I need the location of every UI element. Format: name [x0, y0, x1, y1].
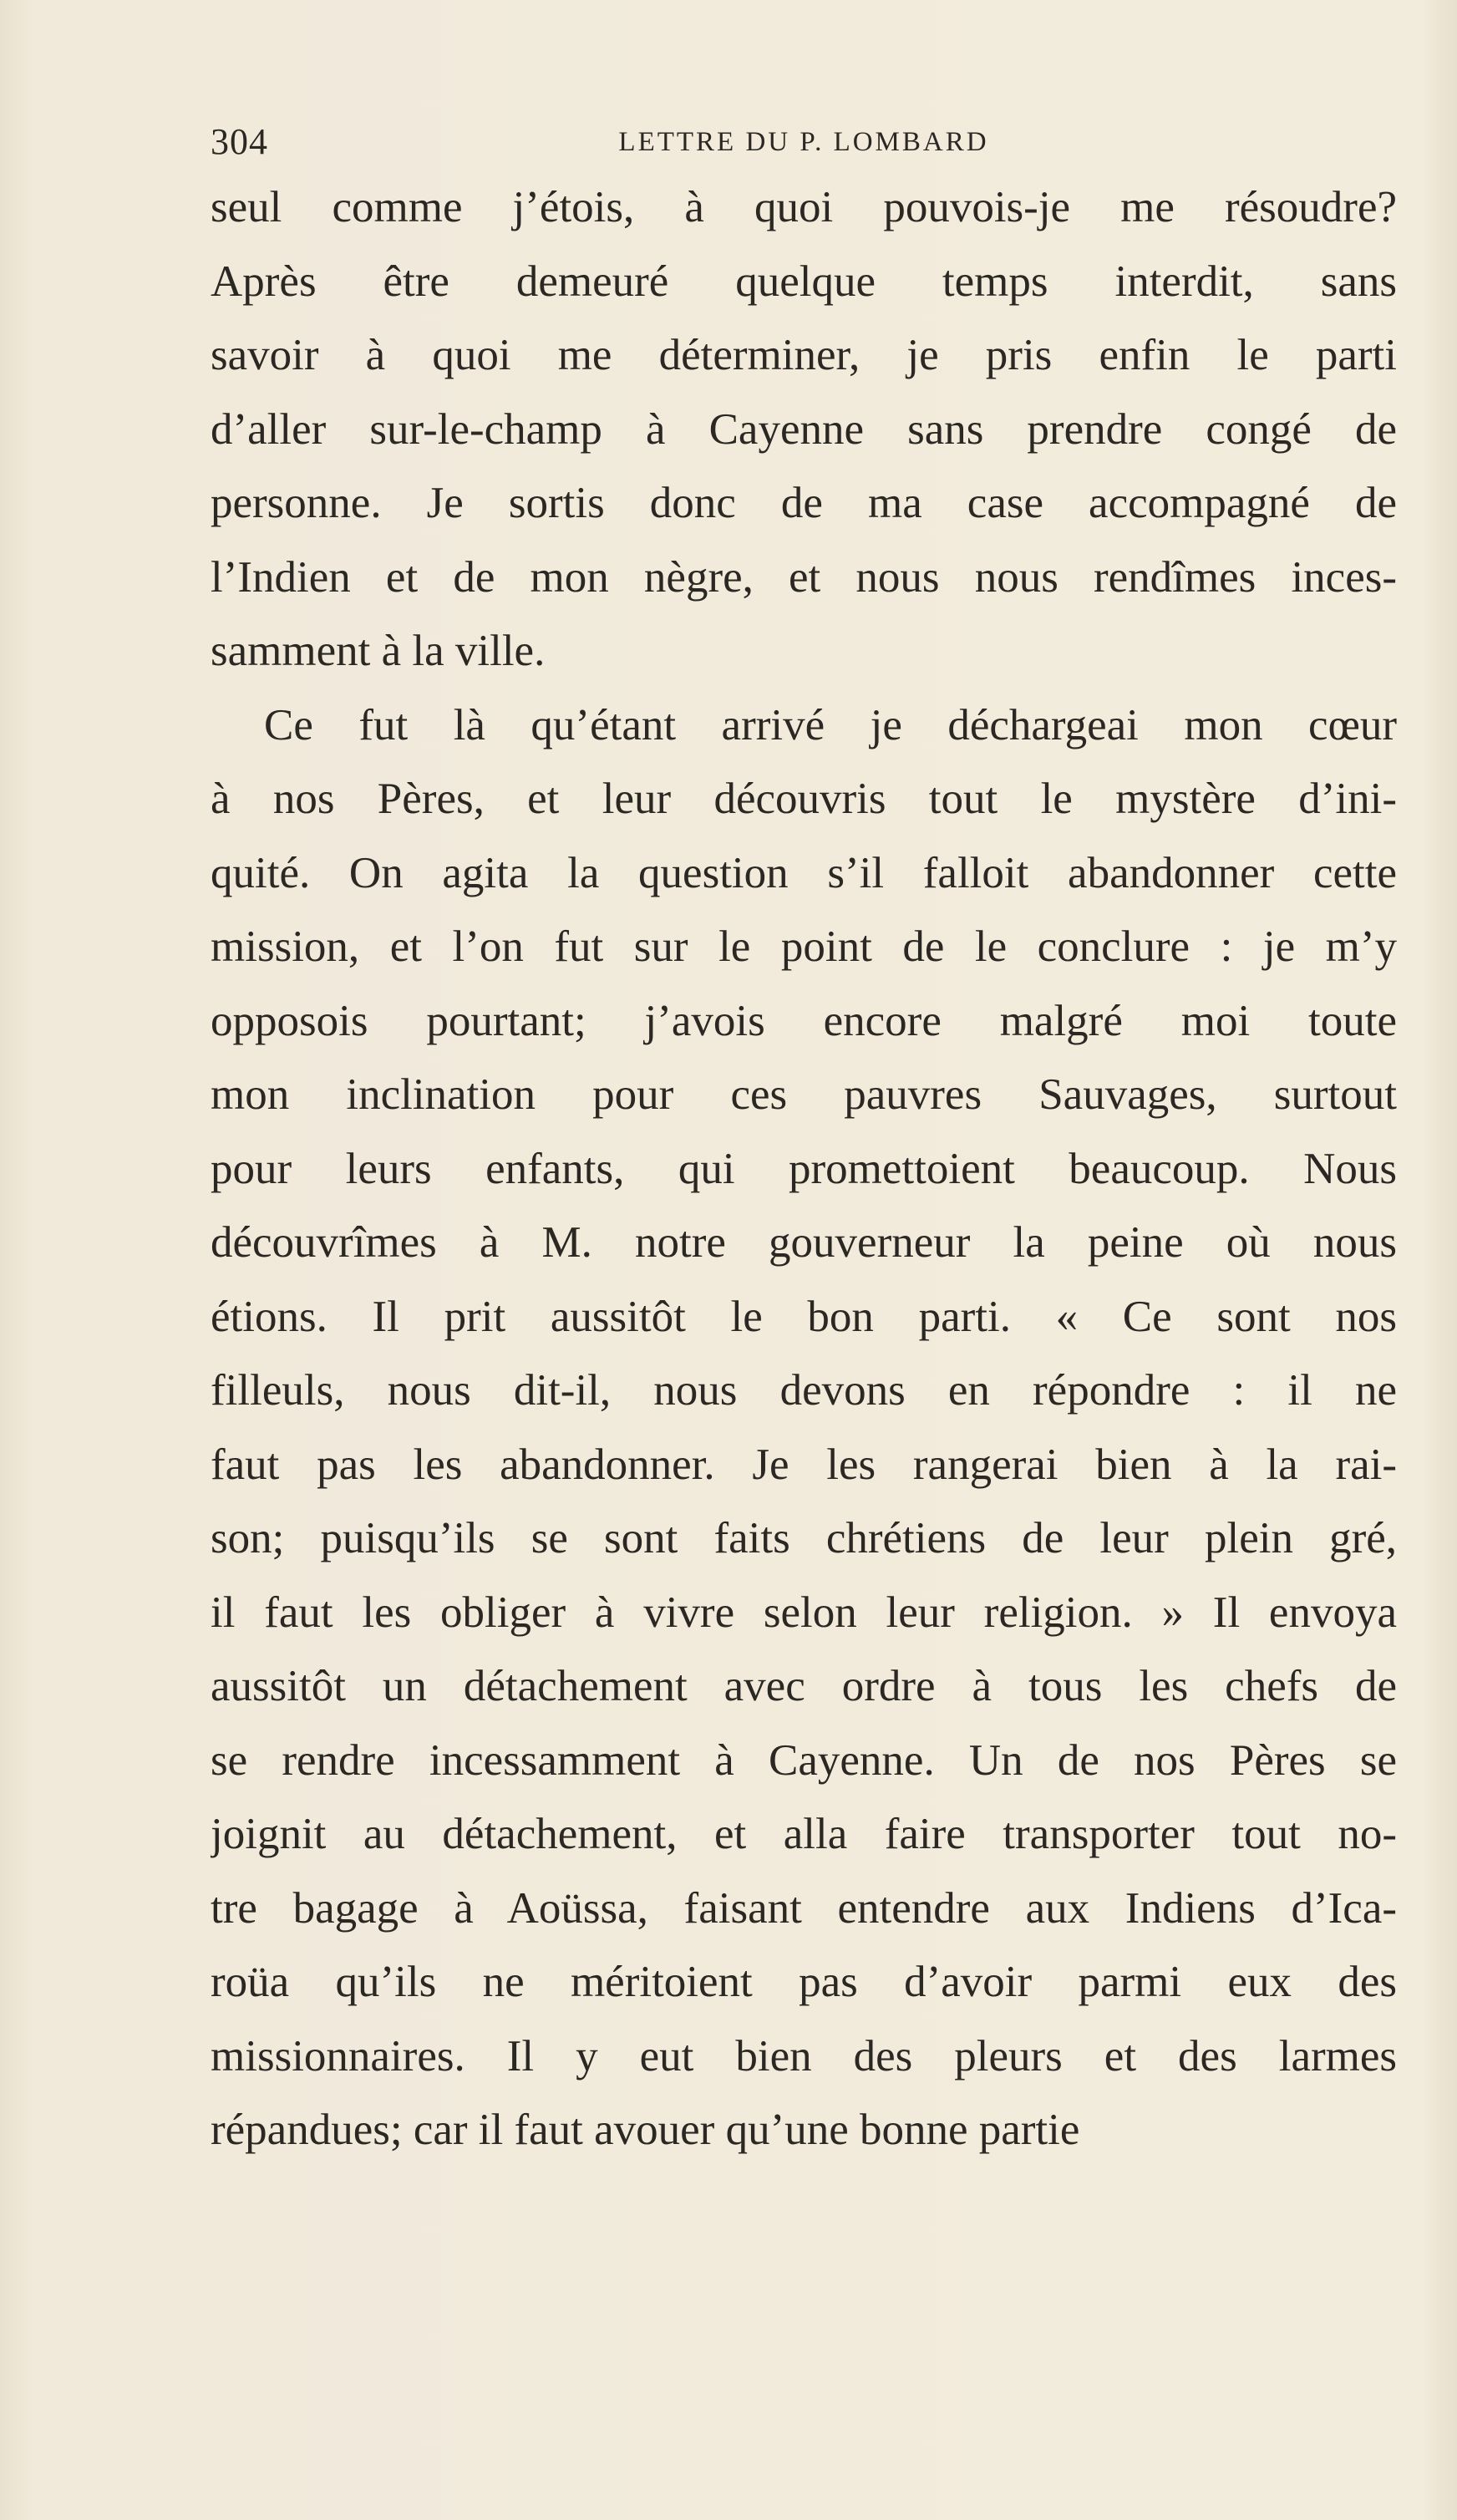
page-number: 304 — [211, 121, 268, 162]
text-line: répandues; car il faut avouer qu’une bonne partie — [211, 2106, 1080, 2154]
text-line: se rendre incessamment à Cayenne. Un de nos Pères se — [211, 1735, 1397, 1785]
page-header — [211, 117, 1397, 167]
text-line: pour leurs enfants, qui promettoient beaucoup. Nous — [211, 1144, 1397, 1193]
text-line: quité. On agita la question s’il falloit abandonner cette — [211, 848, 1397, 897]
text-line: Après être demeuré quelque temps interdit, sans — [211, 257, 1397, 306]
text-line: faut pas les abandonner. Je les rangerai bien à la rai- — [211, 1440, 1397, 1489]
text-line: aussitôt un détachement avec ordre à tous les chefs de — [211, 1662, 1397, 1710]
text-line: à nos Pères, et leur découvris tout le mystère d’ini- — [211, 775, 1397, 823]
text-line: mission, et l’on fut sur le point de le conclure : je m’y — [211, 922, 1397, 971]
body-text — [211, 170, 1397, 2167]
text-line: étions. Il prit aussitôt le bon parti. « Ce sont nos — [211, 1292, 1397, 1341]
text-line: missionnaires. Il y eut bien des pleurs et des larmes — [211, 2031, 1397, 2081]
text-line: tre bagage à Aoüssa, faisant entendre aux Indiens d’Ica- — [211, 1883, 1397, 1933]
text-line: filleuls, nous dit-il, nous devons en répondre : il ne — [211, 1366, 1397, 1415]
text-line: savoir à quoi me déterminer, je pris enfin le parti — [211, 331, 1397, 379]
text-line: mon inclination pour ces pauvres Sauvages, surtout — [211, 1070, 1397, 1119]
text-line: seul comme j’étois, à quoi pouvois-je me résoudre? — [211, 183, 1397, 231]
text-line: découvrîmes à M. notre gouverneur la peine où nous — [211, 1218, 1397, 1267]
text-line: d’aller sur-le-champ à Cayenne sans prendre congé de — [211, 404, 1397, 454]
text-line: opposois pourtant; j’avois encore malgré moi toute — [211, 996, 1397, 1045]
text-line: l’Indien et de mon nègre, et nous nous rendîmes inces- — [211, 552, 1397, 602]
text-line: son; puisqu’ils se sont faits chrétiens de leur plein gré, — [211, 1514, 1397, 1562]
running-head: LETTRE DU P. LOMBARD — [618, 127, 989, 157]
text-line: Ce fut là qu’étant arrivé je déchargeai mon cœur — [264, 700, 1397, 749]
text-line: joignit au détachement, et alla faire transporter tout no- — [211, 1810, 1397, 1858]
text-line: il faut les obliger à vivre selon leur religion. » Il envoya — [211, 1588, 1397, 1637]
text-line: personne. Je sortis donc de ma case accompagné de — [211, 479, 1397, 527]
text-line: roüa qu’ils ne méritoient pas d’avoir parmi eux des — [211, 1958, 1397, 2006]
text-line: samment à la ville. — [211, 627, 546, 675]
